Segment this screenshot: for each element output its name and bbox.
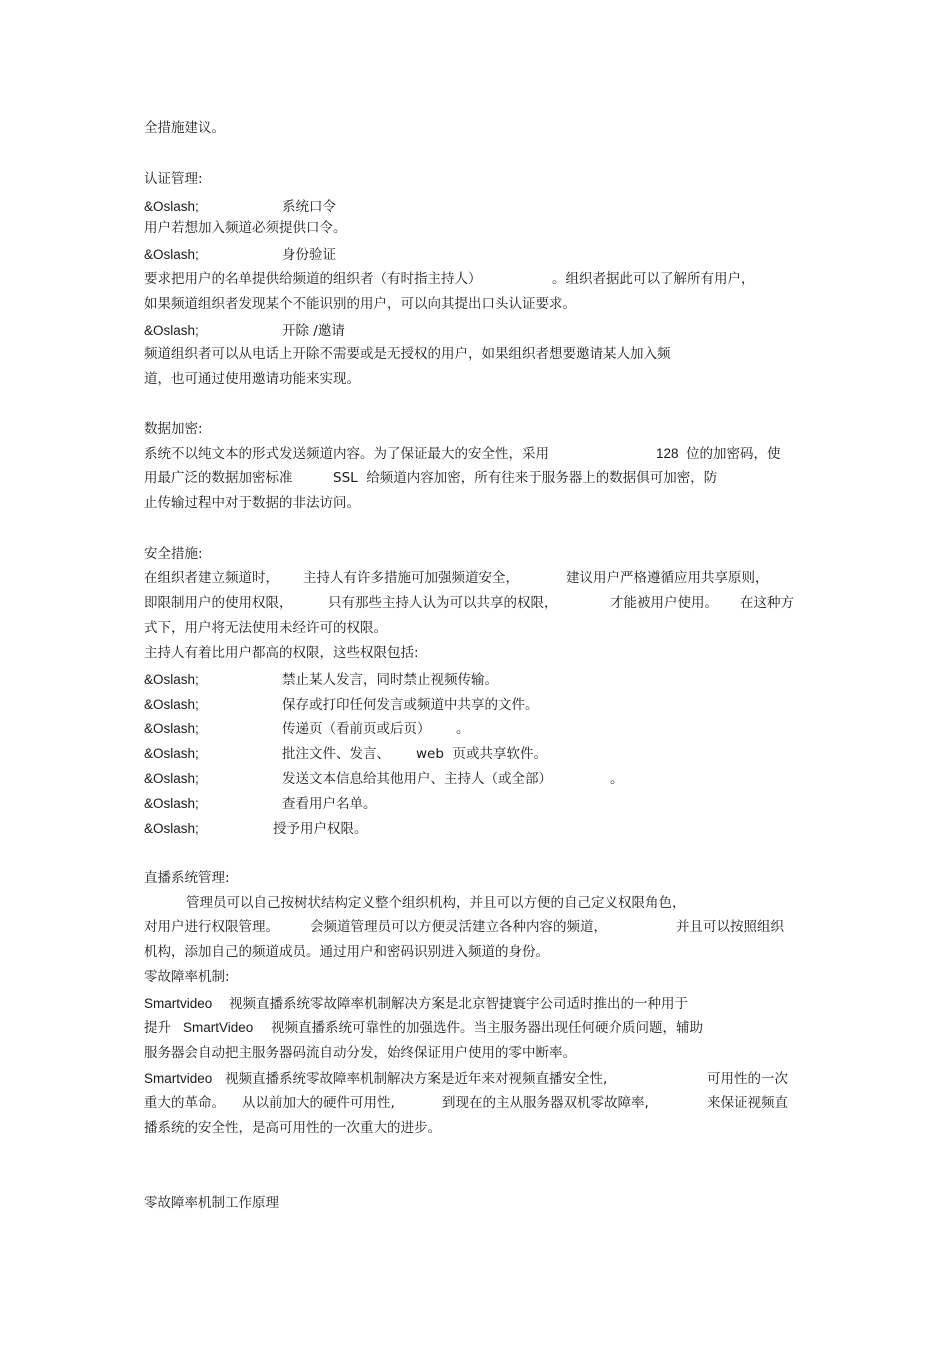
bullet-text: 发送文本信息给其他用户、主持人（或全部） (282, 771, 552, 787)
text-line: 道，也可通过使用邀请功能来实现。 (144, 371, 360, 387)
text-fragment: web 页或共享软件。 (416, 746, 547, 762)
text-line: 频道组织者可以从电话上开除不需要或是无授权的用户，如果组织者想要邀请某人加入频 (144, 346, 671, 362)
text-fragment: 会频道管理员可以方便灵活建立各种内容的频道， (310, 919, 607, 935)
bullet-symbol: &Oslash; (144, 821, 199, 836)
bullet-text: 批注文件、发言、 (282, 746, 390, 762)
text-fragment: 只有那些主持人认为可以共享的权限， (328, 595, 558, 611)
text-fragment: 128 位的加密码，使 (656, 446, 781, 461)
text-line: 式下，用户将无法使用未经许可的权限。 (144, 620, 387, 636)
text-line: 服务器会自动把主服务器码流自动分发，始终保证用户使用的零中断率。 (144, 1045, 576, 1061)
text-line: 止传输过程中对于数据的非法访问。 (144, 495, 360, 511)
bullet-symbol: &Oslash; (144, 672, 199, 687)
text-fragment: 视频直播系统零故障率机制解决方案是近年来对视频直播安全性, (225, 1071, 608, 1087)
text-fragment: SmartVideo (183, 1020, 254, 1035)
section-heading-auth: 认证管理: (144, 171, 203, 187)
text-fragment: 并且可以按照组织 (676, 919, 784, 935)
text-fragment: 主持人有许多措施可加强频道安全， (303, 570, 519, 586)
text-fragment: 建议用户严格遵循应用共享原则， (566, 570, 769, 586)
bullet-text: 授予用户权限。 (273, 821, 368, 837)
text-fragment: 从以前加大的硬件可用性, (242, 1095, 395, 1111)
text-line: 要求把用户的名单提供给频道的组织者（有时指主持人） (144, 271, 482, 287)
bullet-text: 开除 /邀请 (282, 323, 345, 339)
section-heading-live: 直播系统管理: (144, 870, 230, 886)
bullet-text: 保存或打印任何发言或频道中共享的文件。 (282, 697, 539, 713)
bullet-text: 禁止某人发言，同时禁止视频传输。 (282, 672, 498, 688)
bullet-symbol: &Oslash; (144, 323, 199, 338)
text-fragment: SSL 给频道内容加密，所有往来于服务器上的数据俱可加密，防 (333, 470, 718, 486)
bullet-symbol: &Oslash; (144, 247, 199, 262)
bullet-symbol: &Oslash; (144, 199, 199, 214)
text-line: 如果频道组织者发现某个不能识别的用户，可以向其提出口头认证要求。 (144, 296, 576, 312)
text-fragment: 。 (456, 721, 470, 737)
text-fragment: Smartvideo (144, 996, 213, 1011)
bullet-symbol: &Oslash; (144, 697, 199, 712)
text-fragment: 视频直播系统零故障率机制解决方案是北京智捷寰宇公司适时推出的一种用于 (229, 996, 688, 1012)
bullet-symbol: &Oslash; (144, 721, 199, 736)
text-line: 提升 (144, 1020, 171, 1036)
section-heading-security: 安全措施: (144, 546, 203, 562)
text-line: 机构，添加自己的频道成员。通过用户和密码识别进入频道的身份。 (144, 944, 549, 960)
bullet-text: 系统口令 (282, 199, 336, 215)
text-fragment: 可用性的一次 (707, 1071, 788, 1087)
text-fragment: 。组织者据此可以了解所有用户， (552, 271, 755, 287)
section-heading-encryption: 数据加密: (144, 421, 203, 437)
bullet-symbol: &Oslash; (144, 746, 199, 761)
text-line: 管理员可以自己按树状结构定义整个组织机构，并且可以方便的自己定义权限角色， (186, 895, 686, 911)
text-line: 即限制用户的使用权限， (144, 595, 293, 611)
text-fragment: 到现在的主从服务器双机零故障率, (442, 1095, 649, 1111)
text-line: 系统不以纯文本的形式发送频道内容。为了保证最大的安全性，采用 (144, 446, 549, 462)
text-fragment: 在这种方 (740, 595, 794, 611)
text-fragment: 才能被用户使用。 (610, 595, 718, 611)
section-heading-work-principle: 零故障率机制工作原理 (144, 1195, 279, 1211)
text-line: 对用户进行权限管理。 (144, 919, 279, 935)
text-line: 主持人有着比用户都高的权限，这些权限包括: (144, 645, 419, 661)
text-line: 在组织者建立频道时， (144, 570, 279, 586)
text-fragment: 来保证视频直 (707, 1095, 788, 1111)
text-line: 重大的革命。 (144, 1095, 225, 1111)
text-line: 播系统的安全性，是高可用性的一次重大的进步。 (144, 1120, 441, 1136)
text-line: 用户若想加入频道必须提供口令。 (144, 220, 347, 236)
bullet-symbol: &Oslash; (144, 771, 199, 786)
bullet-text: 查看用户名单。 (282, 796, 377, 812)
bullet-symbol: &Oslash; (144, 796, 199, 811)
text-fragment: 视频直播系统可靠性的加强选件。当主服务器出现任何硬介质问题，辅助 (271, 1020, 703, 1036)
text-line: 用最广泛的数据加密标准 (144, 470, 293, 486)
text-fragment: 。 (610, 771, 624, 787)
bullet-text: 传递页（看前页或后页） (282, 721, 431, 737)
section-heading-zero-fault: 零故障率机制: (144, 969, 230, 985)
text-line: 全措施建议。 (144, 120, 225, 136)
text-fragment: Smartvideo (144, 1071, 213, 1086)
bullet-text: 身份验证 (282, 247, 336, 263)
